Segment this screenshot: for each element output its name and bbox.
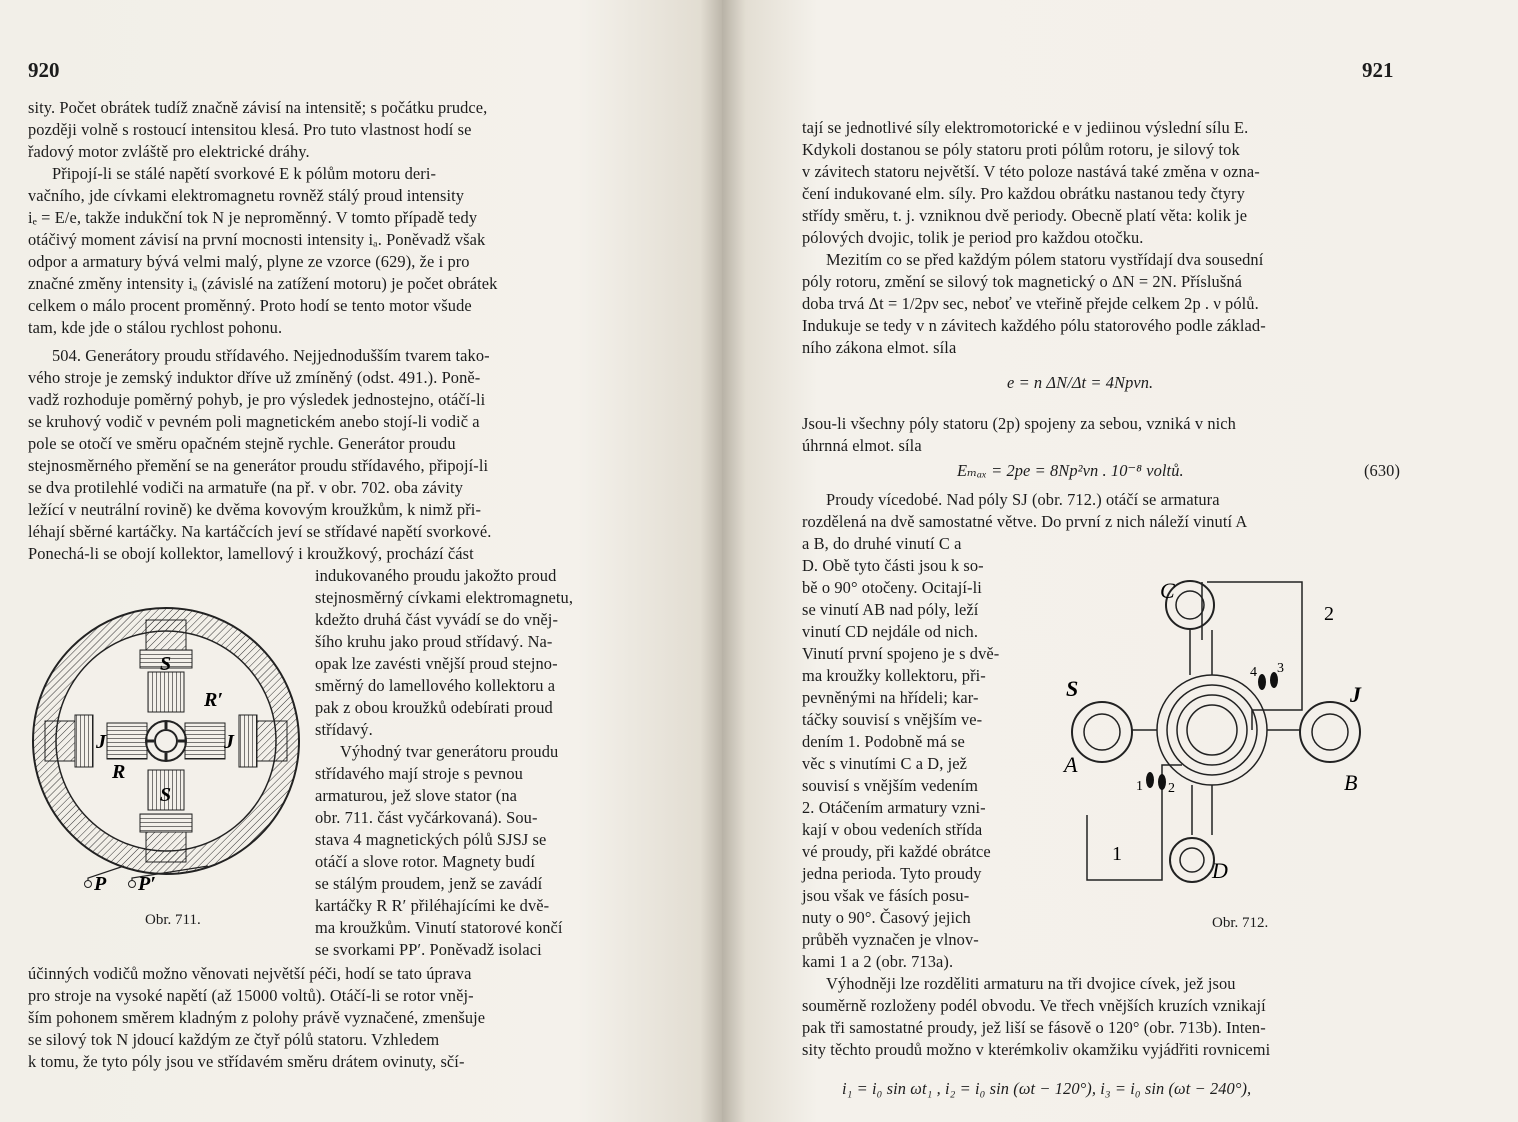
- text-line: Připojí-li se stálé napětí svorkové E k pólům motoru deri-: [52, 164, 437, 183]
- fig711-label-P-prime: P′: [138, 873, 156, 895]
- page-number: 921: [1362, 58, 1394, 82]
- text-line: otáčí a slove rotor. Magnety budí: [315, 852, 535, 871]
- text-line: sity těchto proudů možno v kterémkoliv okamžiku vyjádřiti rovnicemi: [802, 1040, 1271, 1059]
- formula-e: e = n ΔN/Δt = 4Npνn.: [1007, 373, 1154, 392]
- text-line: Výhodný tvar generátoru proudu: [340, 742, 559, 761]
- fig711-label-J-right: J: [224, 731, 234, 753]
- text-line: Vinutí první spojeno je s dvě-: [802, 644, 1000, 663]
- text-line: vadž rozhoduje poměrný pohyb, je pro výsledek jednostejno, otáčí-li: [28, 390, 486, 409]
- text-line: Proudy vícedobé. Nad póly SJ (obr. 712.) otáčí se armatura: [826, 490, 1220, 509]
- figure-712: [1062, 560, 1382, 900]
- text-line: otáčivý moment závisí na první mocnosti intensity iₐ. Poněvadž však: [28, 230, 486, 249]
- text-line: tam, kde jde o stálou rychlost pohonu.: [28, 318, 283, 337]
- text-line: úhrnná elmot. síla: [802, 436, 922, 455]
- text-line: stava 4 magnetických pólů SJSJ se: [315, 830, 547, 849]
- text-line: souvisí s vnějším vedením: [802, 776, 978, 795]
- text-line: sity. Počet obrátek tudíž značně závisí na intensitě; s počátku prudce,: [28, 98, 488, 117]
- text-line: doba trvá Δt = 1/2pν sec, neboť ve vteřině přejde celkem 2p . ν pólů.: [802, 294, 1259, 313]
- text-line: iₑ = E/e, takže indukční tok N je neproměnný. V tomto případě tedy: [28, 208, 478, 227]
- text-line: Indukuje se tedy v n závitech každého pólu statorového podle základ-: [802, 316, 1266, 335]
- text-line: střídy směru, t. j. vzniknou dvě periody. Obecně platí věta: kolik je: [802, 206, 1248, 225]
- text-line: střídavý.: [315, 720, 373, 739]
- text-line: ního zákona elmot. síla: [802, 338, 957, 357]
- text-line: rozdělená na dvě samostatné větve. Do první z nich náleží vinutí A: [802, 512, 1248, 531]
- fig712-label-D: D: [1212, 858, 1228, 883]
- text-line: 2. Otáčením armatury vzni-: [802, 798, 986, 817]
- text-line: ším pohonem směrem kladným z polohy právě vyznačené, zmenšuje: [28, 1008, 486, 1027]
- text-line: celkem o málo procent proměnný. Proto hodí se tento motor všude: [28, 296, 472, 315]
- text-line: v závitech statoru největší. V této poloze nastává také změna v ozna-: [802, 162, 1260, 181]
- text-line: Jsou-li všechny póly statoru (2p) spojeny za sebou, vzniká v nich: [802, 414, 1236, 433]
- equation-number: (630): [1364, 461, 1401, 480]
- text-line: nuty o 90°. Časový jejich: [802, 908, 971, 927]
- text-line: jsou však ve fásích posu-: [802, 886, 970, 905]
- text-line: k tomu, že tyto póly jsou ve střídavém směru drátem ovinuty, sčí-: [28, 1052, 465, 1071]
- text-line: řadový motor zvláště pro elektrické dráhy.: [28, 142, 310, 161]
- fig712-label-4: 4: [1250, 665, 1257, 680]
- text-line: se stálým proudem, jenž se zavádí: [315, 874, 543, 893]
- text-line: kami 1 a 2 (obr. 713a).: [802, 952, 954, 971]
- right-page: [722, 0, 1518, 1122]
- text-line: táčky souvisí s vnějším ve-: [802, 710, 983, 729]
- text-line: střídavého mají stroje s pevnou: [315, 764, 523, 783]
- text-line: armaturou, jež slove stator (na: [315, 786, 517, 805]
- page-number: 920: [28, 58, 60, 82]
- text-line: směrný do lamellového kollektoru a: [315, 676, 556, 695]
- text-line: pak z obou kroužků odebírati proud: [315, 698, 553, 717]
- fig712-label-B: B: [1344, 770, 1358, 795]
- fig711-label-J-left: J: [96, 731, 106, 753]
- text-line: opak lze zavésti vnější proud stejno-: [315, 654, 558, 673]
- fig712-label-1-small: 1: [1136, 779, 1143, 794]
- text-line: šího kruhu jako proud střídavý. Na-: [315, 632, 553, 651]
- text-line: věc s vinutími C a D, jež: [802, 754, 968, 773]
- fig712-label-J: J: [1350, 682, 1361, 707]
- text-line: pro stroje na vysoké napětí (až 15000 voltů). Otáčí-li se rotor vněj-: [28, 986, 474, 1005]
- left-page: [0, 0, 722, 1122]
- fig712-label-1: 1: [1112, 843, 1122, 865]
- text-line: se svorkami PP′. Poněvadž isolaci: [315, 940, 542, 959]
- text-line: Mezitím co se před každým pólem statoru vystřídají dva sousední: [826, 250, 1264, 269]
- text-line: ma kroužkům. Vinutí statorové končí: [315, 918, 563, 937]
- text-line: Výhodněji lze rozděliti armaturu na tři dvojice cívek, jež jsou: [826, 974, 1236, 993]
- text-line: pak tři samostatné proudy, jež liší se fásově o 120° (obr. 713b). Inten-: [802, 1018, 1266, 1037]
- text-line: vé proudy, při každé obrátce: [802, 842, 991, 861]
- text-line: souměrně rozloženy podél obvodu. Ve třech vnějších kruzích vznikají: [802, 996, 1266, 1015]
- text-line: odpor a armatury bývá velmi malý, plyne ze vzorce (629), že i pro: [28, 252, 470, 271]
- fig711-label-R-prime: R′: [204, 689, 223, 711]
- text-line: a B, do druhé vinutí C a: [802, 534, 962, 553]
- fig712-label-A: A: [1064, 752, 1078, 777]
- fig712-label-3: 3: [1277, 661, 1284, 676]
- text-line: vinutí CD nejdále od nich.: [802, 622, 979, 641]
- figure-711-caption: Obr. 711.: [145, 912, 201, 928]
- text-line: se kruhový vodič v pevném poli magnetickém anebo stojí-li vodič a: [28, 412, 480, 431]
- text-line: průběh vyznačen je vlnov-: [802, 930, 979, 949]
- text-line: pólových dvojic, tolik je period pro každou otočku.: [802, 228, 1144, 247]
- fig712-label-C: C: [1160, 578, 1175, 603]
- fig712-label-2: 2: [1324, 603, 1334, 625]
- text-line: se vinutí AB nad póly, leží: [802, 600, 979, 619]
- text-line: účinných vodičů možno věnovati největší péči, hodí se tato úprava: [28, 964, 472, 983]
- text-line: bě o 90° otočeny. Ocitají-li: [802, 578, 982, 597]
- text-line: se dva protilehlé vodiči na armatuře (na př. v obr. 702. oba závity: [28, 478, 463, 497]
- text-line: Kdykoli dostanou se póly statoru proti pólům rotoru, je silový tok: [802, 140, 1240, 159]
- text-line: póly rotoru, změní se silový tok magnetický o ΔN = 2N. Příslušná: [802, 272, 1242, 291]
- text-line: jedna perioda. Tyto proudy: [802, 864, 982, 883]
- text-line: kají v obou vedeních střída: [802, 820, 983, 839]
- text-line: léhají sběrné kartáčky. Na kartáčcích jeví se střídavé napětí svorkové.: [28, 522, 492, 541]
- text-line: 504. Generátory proudu střídavého. Nejjednodušším tvarem tako-: [52, 346, 490, 365]
- formula-emax: Eₘₐₓ = 2pe = 8Np²νn . 10⁻⁸ voltů.: [957, 461, 1184, 480]
- text-line: značné změny intensity iₐ (závislé na zatížení motoru) je počet obrátek: [28, 274, 498, 293]
- text-line: D. Obě tyto části jsou k so-: [802, 556, 984, 575]
- fig711-label-S-top: S: [160, 653, 172, 675]
- fig712-label-S: S: [1066, 676, 1079, 701]
- text-line: vačního, jde cívkami elektromagnetu rovněž stálý proud intensity: [28, 186, 465, 205]
- text-line: indukovaného proudu jakožto proud: [315, 566, 557, 585]
- text-line: stejnosměrný cívkami elektromagnetu,: [315, 588, 574, 607]
- text-line: se silový tok N jdoucí každým ze čtyř pólů statoru. Vzhledem: [28, 1030, 440, 1049]
- text-line: kartáčky R R′ přiléhajícími ke dvě-: [315, 896, 550, 915]
- text-line: čení indukované elm. síly. Pro každou obrátku nastanou tedy čtyry: [802, 184, 1245, 203]
- text-line: pole se otočí ve směru opačném stejně rychle. Generátor proudu: [28, 434, 456, 453]
- text-line: dením 1. Podobně má se: [802, 732, 965, 751]
- text-line: ležící v neutrální rovině) ke dvěma kovovým kroužkům, k nimž při-: [28, 500, 482, 519]
- text-line: pevněnými na hřídeli; kar-: [802, 688, 979, 707]
- text-line: kdežto druhá část vyvádí se do vněj-: [315, 610, 559, 629]
- text-line: Ponechá-li se obojí kollektor, lamellový i kroužkový, prochází část: [28, 544, 474, 563]
- text-line: později volně s rostoucí intensitou klesá. Pro tuto vlastnost hodí se: [28, 120, 472, 139]
- formula-currents: i₁ = i₀ sin ωt₁ , i₂ = i₀ sin (ωt − 120°), i₃ = i₀ sin (ωt − 240°),: [842, 1079, 1252, 1098]
- text-line: tají se jednotlivé síly elektromotorické e v jediinou výslední sílu E.: [802, 118, 1249, 137]
- text-line: ma kroužky kollektoru, při-: [802, 666, 986, 685]
- figure-711: [28, 598, 318, 898]
- fig711-label-S-bottom: S: [160, 784, 172, 806]
- fig712-label-2-small: 2: [1168, 781, 1175, 796]
- text-line: stejnosměrného přemění se na generátor proudu střídavého, připojí-li: [28, 456, 489, 475]
- figure-712-caption: Obr. 712.: [1212, 915, 1269, 931]
- fig711-label-R: R: [112, 761, 126, 783]
- text-line: obr. 711. část vyčárkovaná). Sou-: [315, 808, 538, 827]
- fig711-label-P: P: [94, 873, 107, 895]
- text-line: vého stroje je zemský induktor dříve už zmíněný (odst. 491.). Poně-: [28, 368, 481, 387]
